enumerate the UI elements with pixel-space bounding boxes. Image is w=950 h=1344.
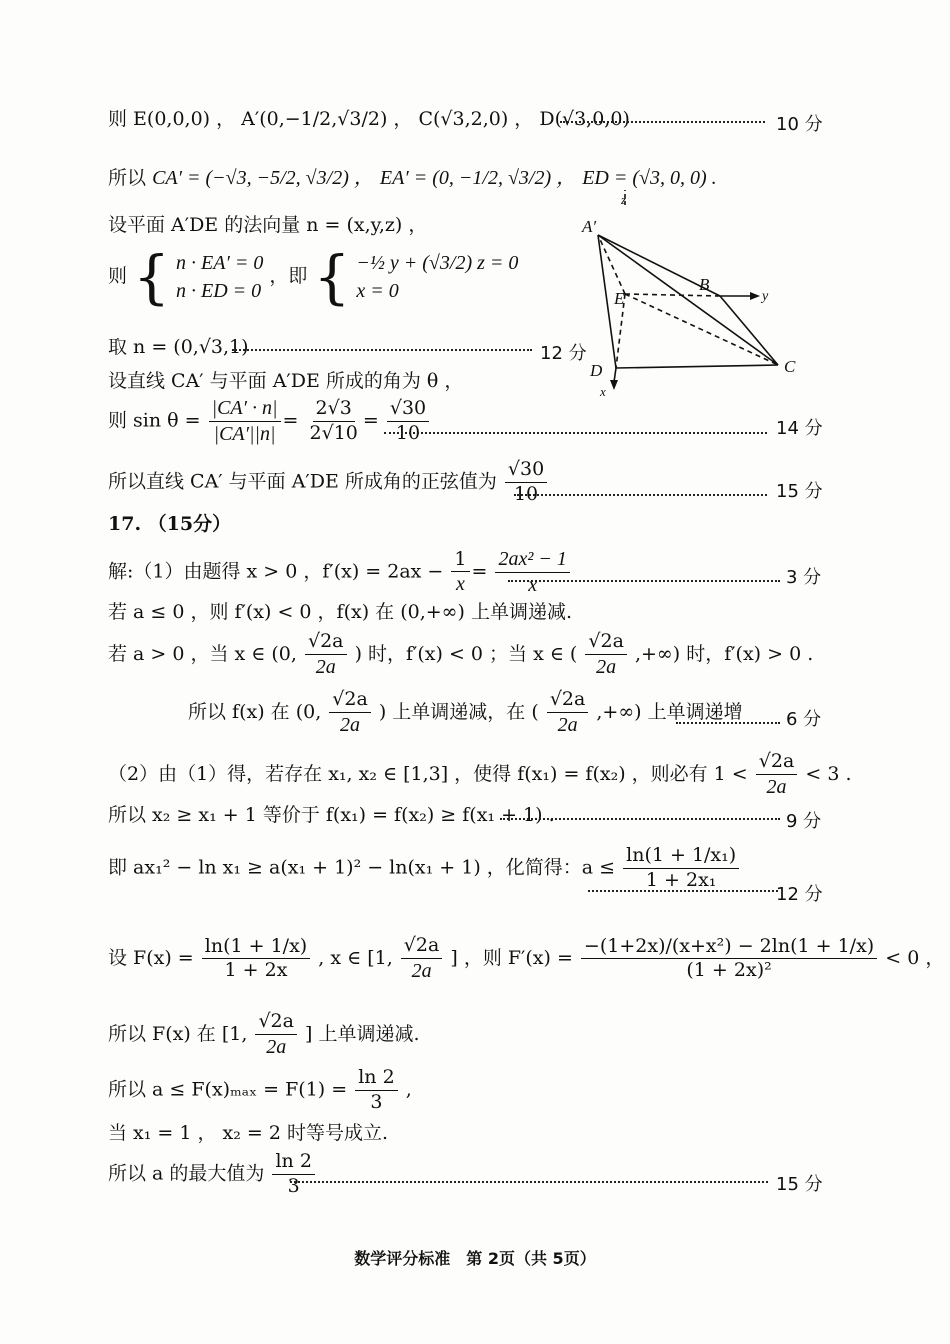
leader-dots [508, 580, 780, 582]
frac-ln2-final [272, 1152, 314, 1197]
coords-line [108, 110, 630, 129]
s4-num: √2a [329, 690, 371, 713]
leader-dots [500, 818, 780, 820]
s3-c: ,+∞) 时，f′(x) > 0 . [634, 642, 814, 665]
score-10: 10 分 [776, 114, 823, 135]
frac-ln2 [355, 1068, 397, 1113]
sin3-den: 10 [395, 422, 421, 444]
s9-a: 所以 F(x) 在 [1, [108, 1022, 248, 1045]
case-a-le-0 [108, 603, 572, 622]
sys2-row1: −½ y + (√3/2) z = 0 [356, 252, 519, 274]
label-a: A′ [582, 217, 597, 236]
angle-line [108, 372, 463, 391]
s5-den: 2a [766, 775, 787, 798]
res-den: 10 [513, 482, 539, 505]
s10-den: 3 [370, 1090, 383, 1113]
s9-num: √2a [255, 1012, 297, 1035]
edge-e-b [625, 294, 720, 296]
f1-den: x [456, 573, 465, 596]
fp-num: 2ax² − 1 [495, 549, 569, 573]
define-F-line [108, 936, 944, 982]
system-2 [356, 253, 518, 301]
a-max-bound-line [108, 1068, 412, 1113]
s10-num: ln 2 [355, 1068, 397, 1091]
s7-den: 1 + 2x₁ [645, 868, 717, 891]
sine-result-frac [505, 460, 547, 505]
f1-num: 1 [451, 550, 469, 573]
monotonic-line [188, 690, 743, 736]
frac-sqrt2a-3 [329, 690, 371, 736]
q17-text: 17. （15分） [108, 513, 232, 535]
y-arrow-icon [750, 292, 760, 300]
sin-den: |CA′||n| [213, 423, 276, 445]
score-14: 14 分 [776, 418, 823, 439]
sine-result-text: 所以直线 CA′ 与平面 A′DE 所成角的正弦值为 [108, 470, 497, 493]
s9-b: ] 上单调递减. [305, 1022, 420, 1045]
label-e: E [614, 289, 625, 308]
sine-result-line [108, 460, 549, 505]
sin-prefix: 则 sin θ = [108, 409, 201, 432]
frac-sqrt2a-6 [401, 936, 443, 982]
s4-b: ) 上单调递减，在 ( [378, 700, 539, 723]
s7-a: 即 ax₁² − ln x₁ ≥ a(x₁ + 1)² − ln(x₁ + 1) ，化简得：a ≤ [108, 856, 616, 879]
leader-dots [232, 349, 532, 351]
x-arrow-icon [610, 380, 618, 390]
frac-a-bound [623, 846, 739, 891]
score-12b: 12 分 [776, 884, 823, 905]
leader-dots [514, 494, 767, 496]
frac-sqrt2a [305, 632, 347, 678]
F-decreasing-line [108, 1012, 420, 1058]
s2-text: 若 a ≤ 0 ，则 f′(x) < 0 ，f(x) 在 (0,+∞) 上单调递减. [108, 601, 572, 623]
frac-derivative [495, 549, 569, 596]
frac-Fp [581, 934, 877, 982]
s8-a: 设 F(x) = [108, 946, 194, 969]
score-12: 12 分 [540, 343, 587, 364]
s4-a: 所以 f(x) 在 (0, [188, 700, 322, 723]
fp-den: x [528, 574, 538, 596]
frac-F [202, 934, 310, 982]
label-z: z [621, 192, 627, 207]
s4-den: 2a [340, 713, 361, 736]
edge-e-c [625, 294, 778, 365]
x-axis [614, 368, 616, 382]
s12-num: ln 2 [272, 1152, 314, 1175]
vec-ea: EA′ = (0, −1/2, √3/2) ， [379, 167, 577, 189]
question-17-heading [108, 515, 231, 534]
s10-b: , [405, 1078, 412, 1101]
score-3: 3 分 [786, 567, 822, 588]
brace-left: { [133, 243, 170, 311]
s7-num: ln(1 + 1/x₁) [623, 846, 739, 869]
simplify-line [108, 846, 741, 891]
vec-ed: ED = (√3, 0, 0) . [582, 167, 717, 189]
sin-frac-3 [387, 399, 429, 444]
frac-1-over-x [451, 547, 469, 596]
vectors-prefix: 所以 [108, 167, 147, 189]
s3-a: 若 a > 0 ，当 x ∈ (0, [108, 642, 297, 665]
leader-dots [676, 722, 780, 724]
s8-num: √2a [401, 936, 443, 959]
page-footer: 数学评分标准 第 2页（共 5页） [354, 1249, 596, 1268]
s5-num: √2a [756, 752, 798, 775]
score-9: 9 分 [786, 811, 822, 832]
leader-dots [560, 121, 765, 123]
edge-d-c [616, 365, 778, 368]
score-6: 6 分 [786, 709, 822, 730]
s3-b: ) 时，f′(x) < 0 ；当 x ∈ ( [354, 642, 578, 665]
sin-num: |CA′ · n| [209, 398, 281, 422]
leader-dots [290, 1181, 768, 1183]
s12-den: 3 [287, 1174, 300, 1197]
sin-frac-2 [307, 399, 361, 444]
label-y: y [762, 289, 769, 304]
equivalence-line [108, 806, 555, 825]
Fp-den: (1 + 2x)² [686, 959, 772, 982]
system-prefix: 则 [108, 265, 128, 287]
s3-den2: 2a [596, 655, 617, 678]
sin2-num: 2√3 [313, 399, 355, 422]
edge-b-c [720, 296, 778, 365]
vec-ca: CA′ = (−√3, −5/2, √3/2) ， [152, 167, 374, 189]
s3-den: 2a [315, 655, 336, 678]
angle-text: 设直线 CA′ 与平面 A′DE 所成的角为 θ ， [108, 370, 464, 392]
system-mid: ，即 [269, 265, 308, 287]
score-15: 15 分 [776, 481, 823, 502]
s6-text: 所以 x₂ ≥ x₁ + 1 等价于 f(x₁) = f(x₂) ≥ f(x₁ + 1) . [108, 804, 555, 826]
score-15b: 15 分 [776, 1174, 823, 1195]
s5-b: < 3 . [805, 762, 852, 785]
F-num: ln(1 + 1/x) [202, 937, 310, 960]
sys1-row2: n · ED = 0 [176, 280, 262, 302]
solution-1-line: 解:（1）由题得 x > 0 ，f′(x) = 2ax − $\frac{1}{x}$ = $\frac{\text{2ax² − 1}}{x}$ [108, 549, 572, 596]
system-1 [176, 253, 263, 301]
res-num: √30 [505, 460, 547, 483]
s9-den: 2a [266, 1035, 287, 1058]
system-line [108, 243, 519, 311]
frac-sqrt2a-4 [547, 690, 589, 736]
Fp-num: −(1+2x)/(x+x²) − 2ln(1 + 1/x) [581, 937, 877, 960]
s8-b: , x ∈ [1, [318, 946, 393, 969]
s8-den: 2a [411, 959, 432, 982]
normal-vector-text: 设平面 A′DE 的法向量 n = (x,y,z) ， [108, 214, 428, 236]
frac-sqrt2a-2 [585, 632, 627, 678]
brace-left-2: { [313, 243, 351, 311]
s11-text: 当 x₁ = 1 ， x₂ = 2 时等号成立. [108, 1122, 389, 1144]
frac-sqrt2a-5 [756, 752, 798, 798]
sin-frac [209, 398, 281, 445]
s1-prefix: 解:（1）由题得 x > 0 ，f′(x) = 2ax − [108, 560, 444, 583]
s12-a: 所以 a 的最大值为 [108, 1162, 265, 1185]
vectors-line [108, 168, 717, 188]
take-n-text: 取 n = (0,√3,1) [108, 336, 249, 358]
leader-dots [588, 890, 778, 892]
sin-line: 则 sin θ = $\frac{|CA' \cdot n|}{|CA'||n|}$ = $\frac{2√3}{2√10}$ = $\frac{√30}{10}$ [108, 398, 431, 445]
label-d: D [590, 361, 603, 380]
edge-a-c [598, 235, 778, 365]
take-n-line [108, 338, 249, 357]
label-x: x [600, 384, 606, 399]
s3-num2: √2a [585, 632, 627, 655]
F-den: 1 + 2x [224, 959, 288, 982]
label-b: B [699, 275, 710, 294]
sys2-row2: x = 0 [356, 280, 399, 302]
s4-den2: 2a [557, 713, 578, 736]
s3-num: √2a [305, 632, 347, 655]
normal-vector-line [108, 216, 427, 235]
sys1-row1: n · EA′ = 0 [176, 252, 264, 274]
geometry-figure [570, 190, 820, 400]
part-2-line [108, 752, 852, 798]
s8-d: < 0 ， [885, 946, 945, 969]
leader-dots [384, 432, 767, 434]
s10-a: 所以 a ≤ F(x)ₘₐₓ = F(1) = [108, 1078, 348, 1101]
frac-sqrt2a-7 [255, 1012, 297, 1058]
sin2-den: 2√10 [309, 422, 358, 444]
final-answer-line [108, 1152, 317, 1197]
sin3-num: √30 [387, 399, 429, 422]
s4-num2: √2a [547, 690, 589, 713]
s8-c: ] ，则 F′(x) = [450, 946, 573, 969]
label-c: C [784, 357, 796, 376]
coords-text: 则 E(0,0,0) ， A′(0,−1/2,√3/2) ， C(√3,2,0) ， D(√3,0,0) [108, 108, 630, 130]
case-a-gt-0 [108, 632, 813, 678]
equality-line [108, 1124, 388, 1143]
s4-c: ,+∞) 上单调递增 [596, 700, 743, 723]
s5-a: （2）由（1）得，若存在 x₁, x₂ ∈ [1,3] ，使得 f(x₁) = f(x₂) ，则必有 1 < [108, 762, 748, 785]
